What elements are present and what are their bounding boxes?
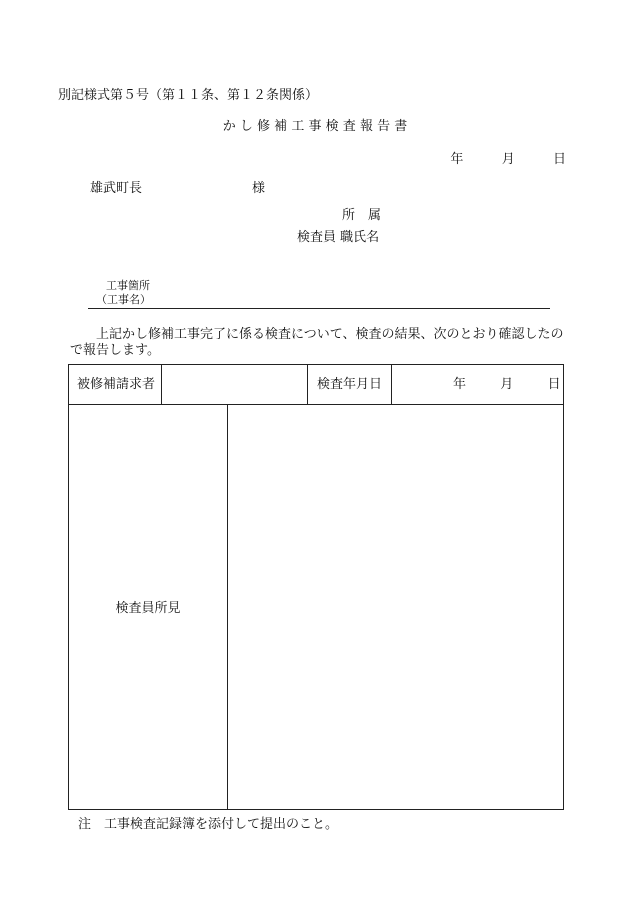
- addressee-name: 雄武町長: [90, 181, 143, 196]
- work-name-label: （工事名）: [96, 293, 151, 306]
- inspection-date-label: 検査年月日: [317, 377, 383, 392]
- work-site-field[interactable]: [88, 308, 550, 309]
- form-reference: 別記様式第５号（第１１条、第１２条関係）: [58, 88, 319, 103]
- document-title: [0, 120, 630, 133]
- inspector-name-label: 検査員 職氏名: [297, 230, 380, 245]
- table-divider: [391, 365, 392, 405]
- table-divider: [307, 365, 308, 405]
- inspector-opinion-label: 検査員所見: [115, 601, 181, 616]
- title-char: 報: [359, 119, 373, 134]
- title-char: 検: [325, 119, 339, 134]
- date-year-label: 年: [450, 152, 464, 167]
- title-char: し: [239, 119, 253, 134]
- table-divider: [161, 365, 162, 405]
- addressee-honorific: 様: [252, 181, 266, 196]
- report-date[interactable]: [450, 153, 566, 166]
- inspector-opinion-field[interactable]: [228, 406, 563, 809]
- report-statement: 上記かし修補工事完了に係る検査について、検査の結果、次のとおり確認したので報告します。: [70, 327, 564, 358]
- date-year-label: 年: [453, 377, 467, 392]
- date-month-label: 月: [501, 152, 515, 167]
- inspection-table: [68, 364, 564, 810]
- footnote: 注 工事検査記録簿を添付して提出のこと。: [78, 817, 339, 832]
- title-char: 修: [257, 119, 271, 134]
- title-char: 書: [394, 119, 408, 134]
- requester-label: 被修補請求者: [77, 377, 156, 392]
- title-char: 補: [274, 119, 288, 134]
- title-char: 査: [342, 119, 356, 134]
- inspection-date-field[interactable]: [453, 378, 561, 391]
- title-char: か: [222, 119, 236, 134]
- title-char: 告: [377, 119, 391, 134]
- date-day-label: 日: [552, 152, 566, 167]
- table-header-row: [69, 365, 563, 405]
- inspector-affiliation-label: 所 属: [342, 208, 382, 223]
- title-char: 工: [291, 119, 305, 134]
- title-char: 事: [308, 119, 322, 134]
- date-month-label: 月: [500, 377, 514, 392]
- work-site-label: 工事箇所: [106, 279, 150, 292]
- date-day-label: 日: [547, 377, 561, 392]
